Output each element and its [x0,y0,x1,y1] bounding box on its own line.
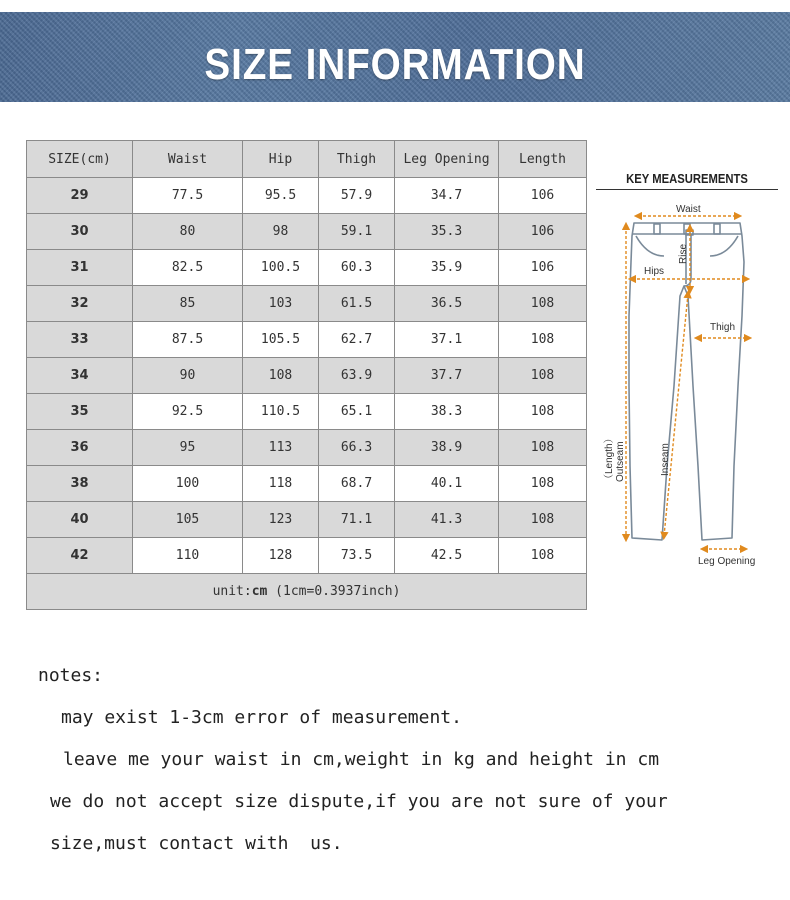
thigh-value: 61.5 [319,286,395,322]
leg-opening-value: 38.3 [395,394,499,430]
table-row [27,466,587,502]
leg-opening-value: 35.9 [395,250,499,286]
thigh-value: 73.5 [319,538,395,574]
leg-opening-value: 38.9 [395,430,499,466]
header-size: SIZE(cm) [27,141,133,178]
table-row [27,178,587,214]
table-footer-row [27,574,587,610]
thigh-value: 71.1 [319,502,395,538]
thigh-value: 66.3 [319,430,395,466]
note-line: we do not accept size dispute,if you are not sure of your [50,791,668,812]
label-hips: Hips [644,266,665,277]
thigh-value: 68.7 [319,466,395,502]
page-title: SIZE INFORMATION [204,40,586,89]
unit-note [27,574,587,610]
label-leg-opening: Leg Opening [698,556,756,567]
header-leg-opening: Leg Opening [395,141,499,178]
size-value: 42 [27,538,133,574]
hip-value: 95.5 [243,178,319,214]
waist-value: 80 [133,214,243,250]
note-line: leave me your waist in cm,weight in kg and height in cm [63,749,660,770]
diagram-title: KEY MEASUREMENTS [626,172,748,186]
note-line: may exist 1-3cm error of measurement. [61,707,462,728]
table-row [27,250,587,286]
leg-opening-value: 36.5 [395,286,499,322]
hip-value: 110.5 [243,394,319,430]
length-value: 108 [499,538,587,574]
table-row [27,322,587,358]
waist-value: 85 [133,286,243,322]
waist-value: 95 [133,430,243,466]
size-value: 38 [27,466,133,502]
thigh-value: 62.7 [319,322,395,358]
table-row [27,502,587,538]
leg-opening-value: 37.1 [395,322,499,358]
note-line: size,must contact with us. [50,833,343,854]
leg-opening-value: 37.7 [395,358,499,394]
waist-value: 82.5 [133,250,243,286]
header-length: Length [499,141,587,178]
table-row [27,394,587,430]
thigh-value: 63.9 [319,358,395,394]
length-value: 108 [499,502,587,538]
hip-value: 100.5 [243,250,319,286]
header-hip: Hip [243,141,319,178]
unit-conversion: (1cm=0.3937inch) [267,584,401,599]
size-value: 33 [27,322,133,358]
header-banner [0,12,790,102]
hip-value: 128 [243,538,319,574]
table-header-row [27,141,587,178]
waist-value: 87.5 [133,322,243,358]
header-thigh: Thigh [319,141,395,178]
label-length: （Length） [604,433,615,484]
header-waist: Waist [133,141,243,178]
leg-opening-value: 41.3 [395,502,499,538]
size-value: 31 [27,250,133,286]
label-waist: Waist [676,204,701,215]
leg-opening-value: 42.5 [395,538,499,574]
unit-cm: cm [251,584,268,599]
length-value: 108 [499,286,587,322]
size-table [26,140,587,610]
table-row [27,538,587,574]
thigh-value: 60.3 [319,250,395,286]
thigh-value: 59.1 [319,214,395,250]
label-rise: Rise [678,243,689,264]
hip-value: 118 [243,466,319,502]
size-value: 29 [27,178,133,214]
hip-value: 105.5 [243,322,319,358]
waist-value: 110 [133,538,243,574]
table-row [27,214,587,250]
thigh-value: 65.1 [319,394,395,430]
thigh-value: 57.9 [319,178,395,214]
waist-value: 90 [133,358,243,394]
hip-value: 98 [243,214,319,250]
key-measurements-diagram [592,166,784,576]
size-value: 36 [27,430,133,466]
length-value: 108 [499,430,587,466]
size-value: 30 [27,214,133,250]
length-value: 108 [499,358,587,394]
table-row [27,286,587,322]
hip-value: 123 [243,502,319,538]
unit-prefix: unit: [212,584,252,599]
length-value: 108 [499,466,587,502]
waist-value: 100 [133,466,243,502]
label-inseam: Inseam [660,443,671,476]
leg-opening-value: 40.1 [395,466,499,502]
notes-heading: notes: [38,665,104,686]
waist-value: 105 [133,502,243,538]
hip-value: 113 [243,430,319,466]
table-row [27,430,587,466]
leg-opening-value: 34.7 [395,178,499,214]
size-value: 40 [27,502,133,538]
waist-value: 77.5 [133,178,243,214]
hip-value: 103 [243,286,319,322]
waist-value: 92.5 [133,394,243,430]
hip-value: 108 [243,358,319,394]
size-value: 32 [27,286,133,322]
length-value: 106 [499,178,587,214]
jeans-illustration [592,166,784,576]
label-outseam: Outseam [615,441,626,482]
label-thigh: Thigh [710,322,736,333]
length-value: 108 [499,322,587,358]
length-value: 108 [499,394,587,430]
size-value: 35 [27,394,133,430]
length-value: 106 [499,250,587,286]
table-row [27,358,587,394]
length-value: 106 [499,214,587,250]
size-value: 34 [27,358,133,394]
leg-opening-value: 35.3 [395,214,499,250]
